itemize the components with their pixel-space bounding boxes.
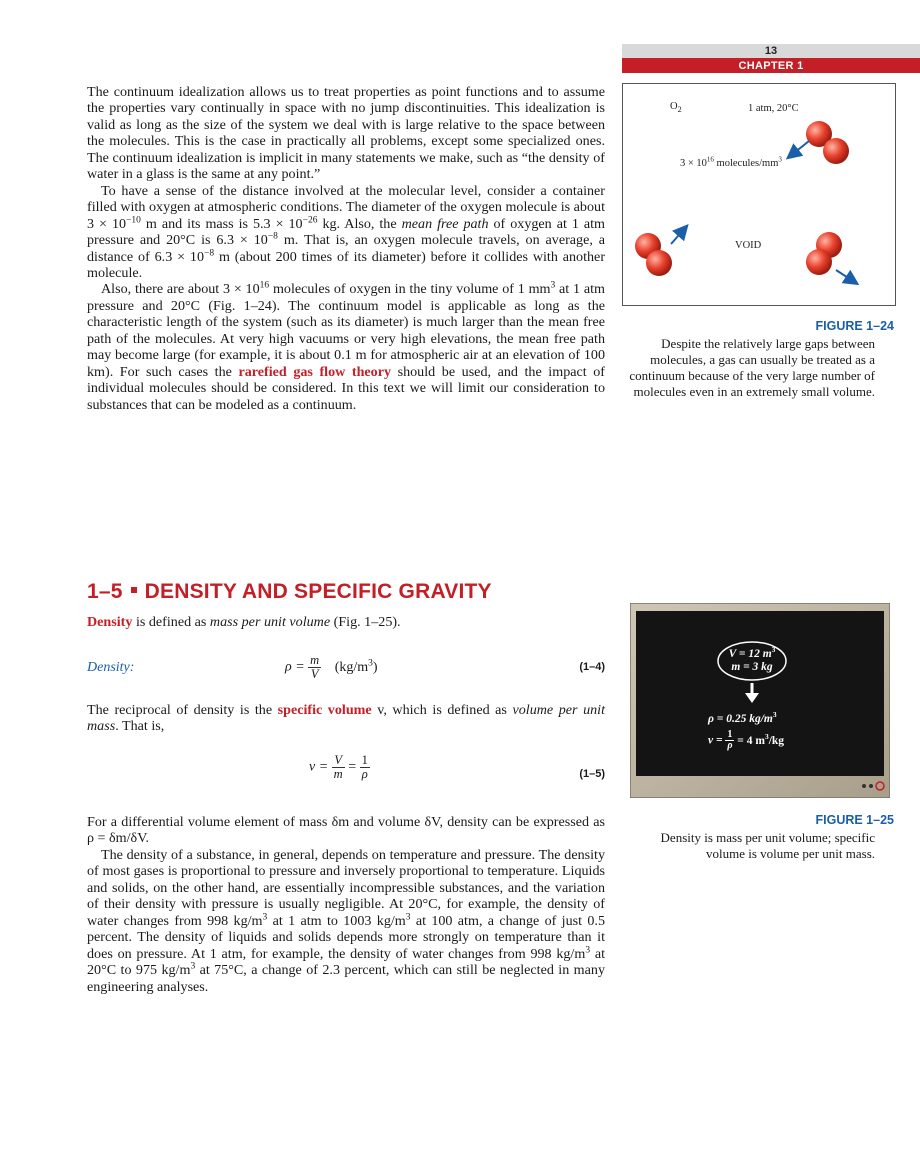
oxygen-molecule-atom — [823, 138, 849, 164]
conditions-label: 1 atm, 20°C — [748, 103, 799, 114]
oxygen-molecule-atom — [646, 250, 672, 276]
density-result: ρ = 0.25 $kg/m^3$ — [708, 710, 777, 725]
heading-bullet — [131, 587, 137, 593]
section-heading: 1–5 DENSITY AND SPECIFIC GRAVITY — [87, 580, 492, 603]
paragraph-differential-density: For a differential volume element of mass δm and volume δV, density can be expressed as ρ = δm/δV. — [87, 814, 605, 847]
paragraph-continuum: The continuum idealization allows us to treat properties as point functions and to assume the properties vary continually in space with no jump discontinuities. This idealization is valid as long as the size of the system we deal with is large relative to the space between the molecules. This is the case in practically all problems, except some specialized ones. The continuum idealization is implicit in many statements we make, such as “the density of water in a glass is the same at any point.” — [87, 84, 605, 183]
equation-number: (1–4) — [579, 661, 605, 673]
velocity-arrow — [789, 141, 809, 157]
page-number: 13 — [622, 44, 920, 58]
equation-1-4: Density: ρ = $\frac{m}{V}$ $(kg/m^3)$ (1–4) — [87, 653, 605, 681]
paragraph-molecular-scale: To have a sense of the distance involved at the molecular level, consider a container filled with oxygen at atmospheric conditions. The diameter of the oxygen molecule is about $3 \times 10^{-10}$ m and its mass is $5.3 \times 10^{-26}$ kg. Also, the mean free path of oxygen at 1 atm pressure and 20°C is $6.3 \times 10^{-8}$ m. That is, an oxygen molecule travels, on average, a distance of $6.3 \times 10^{-8}$ m (about 200 times of its diameter) before it collides with another molecule. — [87, 182, 606, 281]
screen-display — [636, 611, 884, 776]
term-rarefied-gas: rarefied gas flow theory — [238, 363, 392, 380]
paragraph-density-variation: The density of a substance, in general, depends on temperature and pressure. The density of most gases is proportional to pressure and inversely proportional to temperature. Liquids and solids, on the other hand, are essentially incompressible substances, and the variation of their density with pressure is usually negligible. At 20°C, for example, the density of water changes from 998 $kg/m^3$ at 1 atm to 1003 $kg/m^3$ at 100 atm, a change of just 0.5 percent. The density of liquids and solids depends more strongly on temperature than it does on pressure. At 1 atm, for example, the density of water changes from 998 $kg/m^3$ at 20°C to 975 $kg/m^3$ at 75°C, a change of 2.3 percent, which can still be neglected in many engineering analyses. — [87, 846, 605, 995]
equation-1-5: v = $\frac{V}{m}$ = $\frac{1}{\rho}$ (1–5) — [309, 753, 605, 781]
o2-label: $O_2$ — [670, 101, 682, 115]
indicator-light — [862, 784, 866, 788]
paragraph-molecule-count: Also, there are about $3 \times 10^{16}$ molecules of oxygen in the tiny volume of 1 $mm^3$ at 1 atm pressure and 20°C (Fig. 1–24). The continuum model is applicable as long as the characteristic length of the system (such as its diameter) is much larger than the mean free path of the molecules. At very high vacuums or very high elevations, the mean free path may become large (for example, it is about 0.1 m for atmospheric air at an elevation of 100 km). For such cases the rarefied gas flow theory should be used, and the impact of individual molecules should be considered. In this text we will limit our consideration to substances that can be modeled as a continuum. — [87, 280, 605, 413]
specific-volume-result: v = $\frac{1}{\rho} = 4$ $m^3/kg$ — [708, 729, 785, 751]
body-text-top — [87, 84, 605, 413]
figure-1-24-title: FIGURE 1–24 — [815, 319, 894, 333]
molecule-density-label: $3 \times 10^{16}$ molecules/$mm^3$ — [680, 155, 782, 169]
chapter-label: CHAPTER 1 — [622, 58, 920, 73]
equation-number: (1–5) — [579, 768, 605, 780]
oxygen-molecule-atom — [806, 249, 832, 275]
figure-1-25 — [630, 603, 890, 798]
oxygen-molecules-diagram — [623, 84, 895, 305]
figure-1-24-caption: Despite the relatively large gaps between molecules, a gas can usually be treated as a continuum because of the very large number of molecules even in an extremely small volume. — [629, 336, 875, 399]
density-definition: Density is defined as mass per unit volume (Fig. 1–25). — [87, 614, 401, 630]
figure-1-25-title: FIGURE 1–25 — [815, 813, 894, 827]
indicator-light — [869, 784, 873, 788]
void-label: VOID — [735, 240, 762, 251]
figure-1-25-caption: Density is mass per unit volume; specific volume is volume per unit mass. — [660, 830, 875, 861]
velocity-arrow — [671, 227, 686, 244]
equation-label: Density: — [87, 660, 135, 675]
body-text-bottom — [87, 814, 605, 995]
volume-mass-text: V = 12 $m^3$ m = 3 kg — [728, 645, 776, 673]
specific-volume-definition: The reciprocal of density is the specific volume v, which is defined as volume per unit mass. That is, — [87, 702, 606, 735]
velocity-arrow — [836, 270, 856, 283]
density-display-screen — [630, 603, 890, 798]
figure-1-24 — [622, 83, 896, 306]
